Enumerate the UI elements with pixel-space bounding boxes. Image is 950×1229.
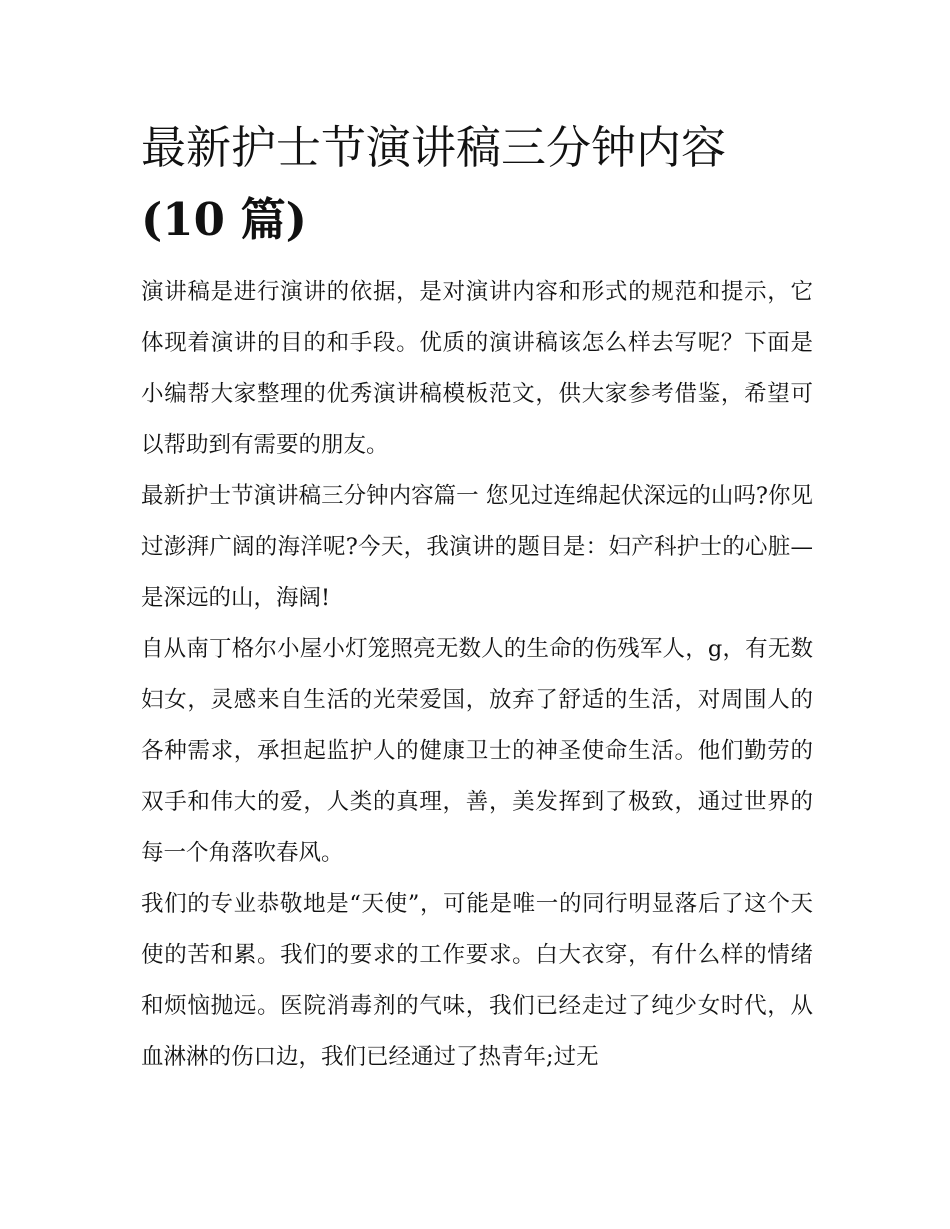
document-body [141,267,813,1083]
document-title [141,112,813,256]
body-paragraph: 我们的专业恭敬地是“天使”，可能是唯一的同行明显落后了这个天使的苦和累。我们的要求的工作要求。白大衣穿，有什么样的情绪和烦恼抛远。医院消毒剂的气味，我们已经走过了纯少女时代，从血淋淋的伤口边，我们已经通过了热青年;过无 [141,891,813,1070]
document-content [141,112,813,1083]
body-paragraph: 最新护士节演讲稿三分钟内容篇一 您见过连绵起伏深远的山吗?你见过澎湃广阔的海洋呢?今天，我演讲的题目是：妇产科护士的心脏—是深远的山，海阔! [141,483,813,611]
intro-paragraph: 演讲稿是进行演讲的依据，是对演讲内容和形式的规范和提示，它体现着演讲的目的和手段。优质的演讲稿该怎么样去写呢？下面是小编帮大家整理的优秀演讲稿模板范文，供大家参考借鉴，希望可以帮助到有需要的朋友。 [141,279,813,458]
body-paragraph: 自从南丁格尔小屋小灯笼照亮无数人的生命的伤残军人，g，有无数妇女，灵感来自生活的光荣爱国，放弃了舒适的生活，对周围人的各种需求，承担起监护人的健康卫士的神圣使命生活。他们勤劳的双手和伟大的爱，人类的真理，善，美发挥到了极致，通过世界的每一个角落吹春风。 [141,636,813,866]
document-title-main: 最新护士节演讲稿三分钟内容 [141,121,727,174]
document-title-suffix: (10 篇) [141,193,307,246]
